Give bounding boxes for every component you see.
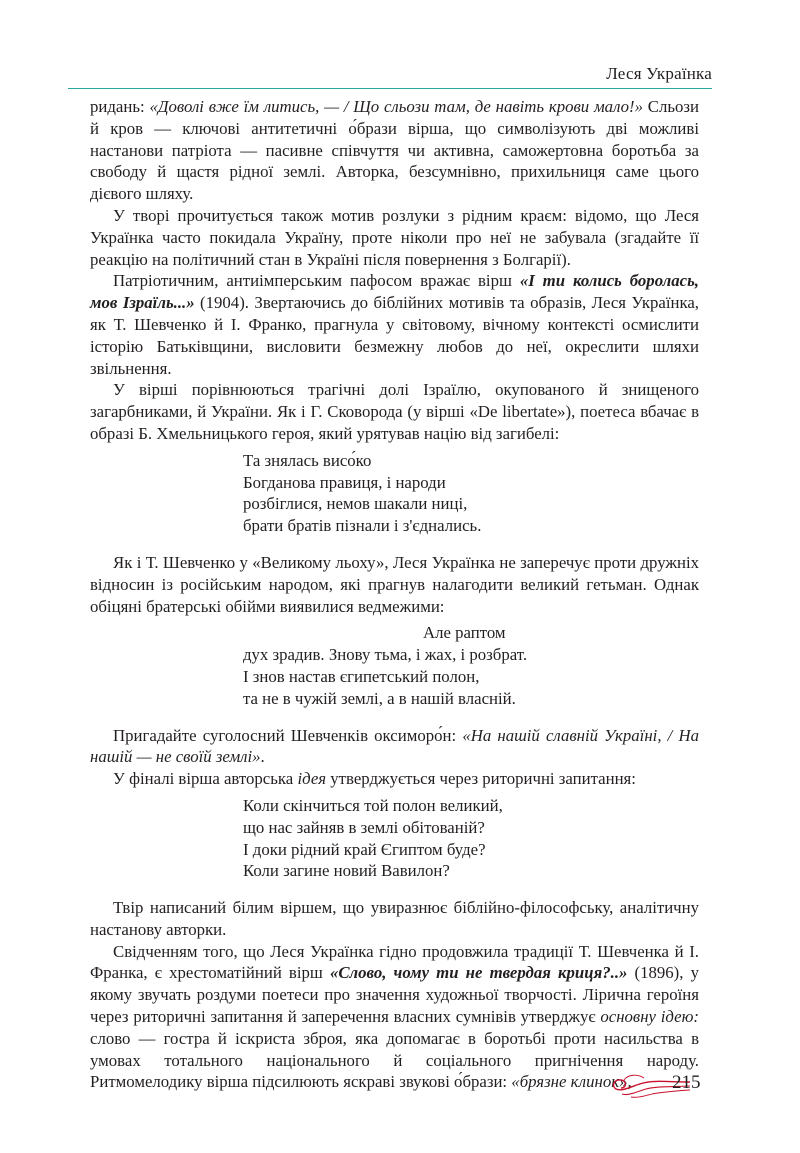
paragraph-1 — [90, 96, 699, 205]
verse-line: брати братів пізнали і з'єднались. — [243, 516, 482, 536]
paragraph-text: У фіналі вірша авторська — [113, 769, 298, 789]
paragraph-6 — [90, 725, 699, 769]
paragraph-text: ридань: — [90, 97, 150, 116]
verse-line: Коли скінчиться той полон великий, — [243, 795, 503, 815]
verse-line: що нас зайняв в землі обітованій? — [243, 817, 485, 837]
paragraph-9 — [90, 941, 699, 1094]
verse-line: Коли загине новий Вавилон? — [243, 861, 450, 881]
verse-block-1 — [243, 450, 699, 537]
paragraph-7 — [90, 768, 699, 790]
paragraph-text: . — [260, 747, 265, 767]
verse-line: та не в чужій землі, а в нашій власній. — [243, 688, 516, 708]
paragraph-text: , — [627, 1072, 632, 1092]
header-title: Леся Українка — [606, 64, 712, 83]
paragraph-3 — [90, 270, 699, 379]
running-header — [68, 40, 712, 89]
paragraph-text: Сльози й кров — ключові антитетичні о́брази вірша, що символізують дві можливі настанови патріота — пасивне співчуття чи активна, саможертовна боротьба за свободу й щастя рідної землі. Авторка, безсумнівно, прихильниця саме цього дієвого шляху. — [90, 97, 699, 204]
verse-line: Але раптом — [423, 623, 506, 643]
verse-line: Богданова правиця, і народи — [243, 472, 446, 492]
verse-line: І доки рідний край Єгиптом буде? — [243, 839, 486, 859]
verse-block-2 — [243, 622, 699, 709]
paragraph-4: У вірші порівнюються трагічні долі Ізраїлю, окупованого й знищеного загарбниками, й України. Як і Г. Сковорода (у вірші «De libertate»), поетеса вбачає в образі Б. Хмельницького героя, який урятував націю від загибелі: — [90, 380, 699, 443]
page-body — [90, 96, 699, 1093]
paragraph-text: Пригадайте суголосний Шевченків оксиморо́н: — [113, 725, 463, 745]
poem-quote: «брязне клинок» — [511, 1072, 628, 1092]
verse-line: Та знялась висо́ко — [243, 450, 372, 470]
poem-title: «І ти колись боролась, мов Ізраїль...» — [90, 271, 699, 313]
verse-line: І знов настав єгипетський полон, — [243, 666, 480, 686]
verse-line: розбіглися, немов шакали ниці, — [243, 494, 468, 514]
verse-line: дух зрадив. Знову тьма, і жах, і розбрат. — [243, 645, 528, 665]
poem-quote: «Доволі вже їм литись, — / Що сльози там, де навіть крови мало!» — [149, 97, 643, 116]
paragraph-5: Як і Т. Шевченко у «Великому льоху», Леся Українка не заперечує проти дружніх відносин із російським народом, які прагнув налагодити великий гетьман. Однак обіцяні братерські обійми виявилися ведмежими: — [90, 552, 699, 616]
paragraph-2: У творі прочитується також мотив розлуки з рідним краєм: відомо, що Леся Українка часто покидала Україну, проте ніколи про неї не забувала (згадайте її реакцію на політичний стан в Україні після повернення з Болгарії). — [90, 205, 699, 269]
term: основну ідею: — [600, 1007, 699, 1027]
paragraph-text: Свідченням того, що Леся Українка гідно продовжила традиції Т. Шевченка й І. Франка, є хрестоматійний вірш — [90, 941, 699, 983]
poem-quote: «На нашій славній Україні, / На нашій — не своїй землі» — [90, 725, 700, 767]
paragraph-text: (1896), у якому звучать роздуми поетеси про значення художньої творчості. Лірична героїня через риторичні запитання й заперечення власних сумнівів утверджує — [90, 963, 699, 1027]
paragraph-text: Патріотичним, антиімперським пафосом вражає вірш — [113, 271, 520, 291]
page-number: 215 — [672, 1072, 701, 1093]
paragraph-8: Твір написаний білим віршем, що увиразнює біблійно-філософську, аналітичну настанову авторки. — [90, 898, 699, 939]
verse-block-3 — [243, 795, 699, 882]
term: ідея — [297, 769, 327, 789]
paragraph-text: слово — гостра й іскриста зброя, яка допомагає в боротьбі проти насильства в умовах тотального національного й соціального пригнічення народу. Ритмомелодику вірша підсилюють яскраві звукові о́брази: — [90, 1028, 699, 1092]
paragraph-text: (1904). Звертаючись до біблійних мотивів та образів, Леся Українка, як Т. Шевченко й І. Франко, прагнула у світовому, вічному контексті осмислити історію Батьківщини, висловити безмежну любов до неї, окреслити шляхи звільнення. — [90, 293, 700, 378]
paragraph-text: утверджується через риторичні запитання: — [326, 769, 636, 789]
poem-title: «Слово, чому ти не твердая криця?..» — [329, 963, 628, 983]
